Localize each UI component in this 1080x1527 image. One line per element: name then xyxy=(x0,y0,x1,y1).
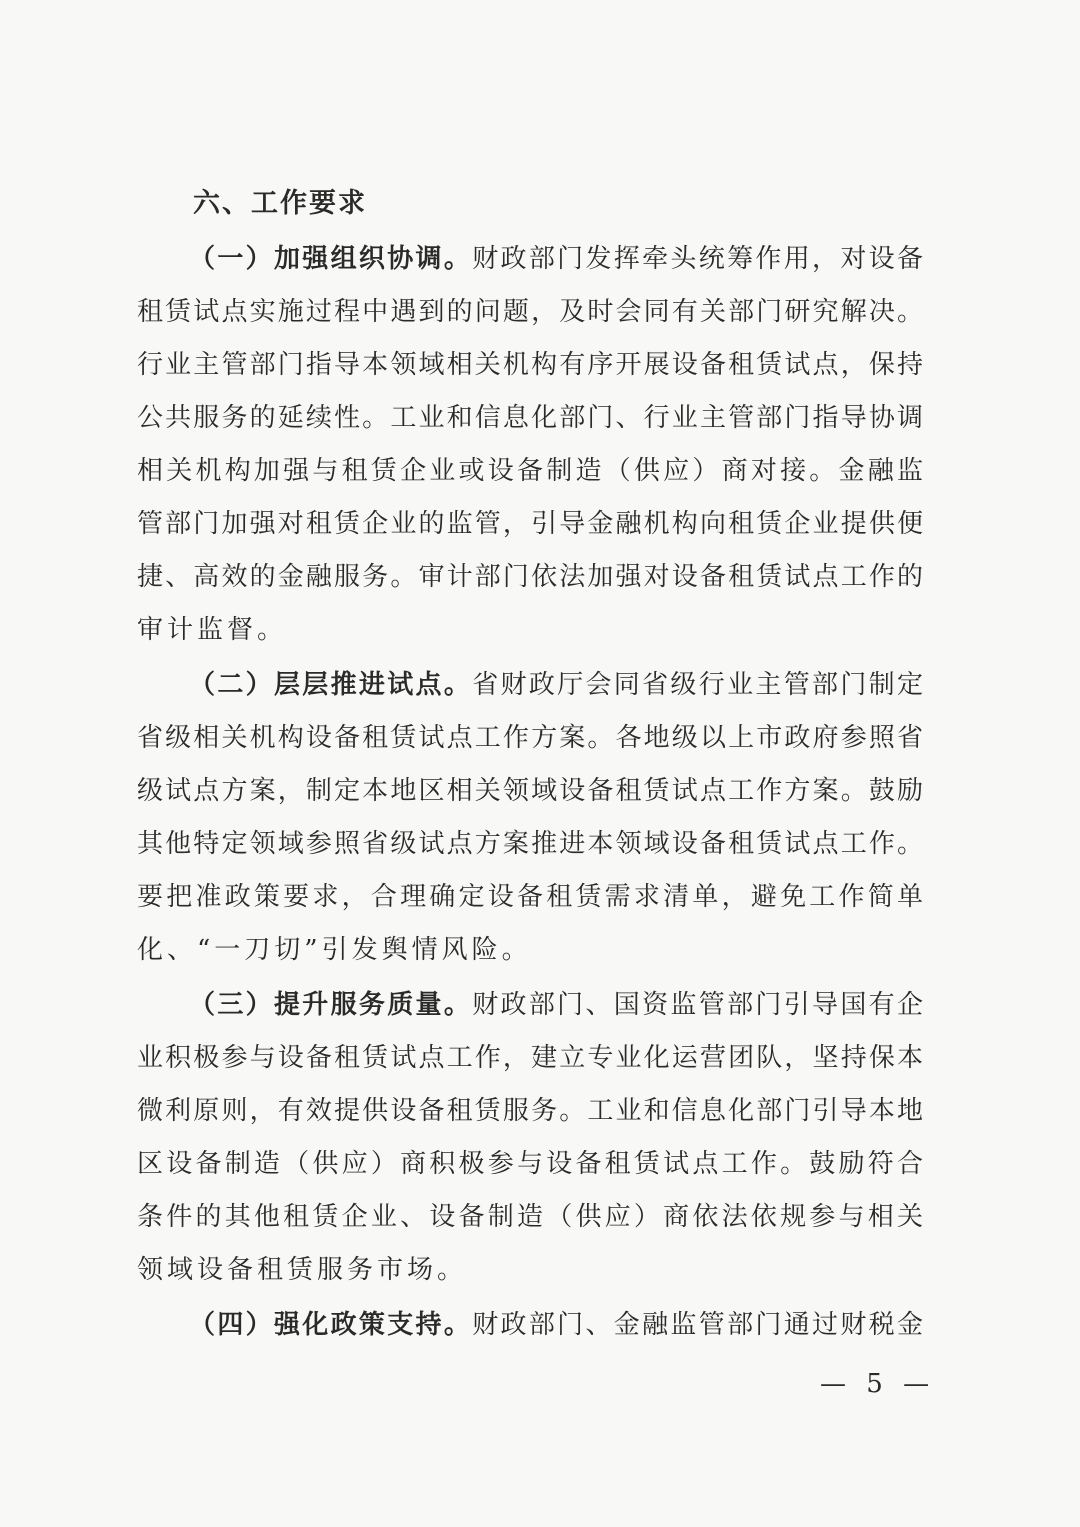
paragraph-4-text: 财政部门、金融监管部门通过财税金 xyxy=(472,1310,923,1340)
paragraph-1-line-8: 审计监督。 xyxy=(137,615,288,645)
paragraph-1-line-1 xyxy=(189,237,923,281)
paragraph-2-text: 省财政厅会同省级行业主管部门制定 xyxy=(472,670,923,700)
paragraph-3-line-5: 条件的其他租赁企业、设备制造（供应）商依法依规参与相关 xyxy=(137,1202,923,1232)
paragraph-1-line-5: 相关机构加强与租赁企业或设备制造（供应）商对接。金融监 xyxy=(137,456,923,486)
paragraph-1-text: 财政部门发挥牵头统筹作用，对设备 xyxy=(472,244,923,274)
paragraph-3-label: （三） xyxy=(189,990,274,1020)
section-heading: 六、工作要求 xyxy=(193,188,367,219)
paragraph-1-line-6: 管部门加强对租赁企业的监管，引导金融机构向租赁企业提供便 xyxy=(137,509,923,539)
paragraph-4-title: 强化政策支持。 xyxy=(273,1310,473,1340)
paragraph-2-line-1 xyxy=(189,663,923,707)
paragraph-2-title: 层层推进试点。 xyxy=(273,670,473,700)
paragraph-4-label: （四） xyxy=(189,1310,274,1340)
paragraph-2-label: （二） xyxy=(189,670,274,700)
paragraph-2-line-6: 化、“一刀切”引发舆情风险。 xyxy=(137,935,532,965)
paragraph-3-line-3: 微利原则，有效提供设备租赁服务。工业和信息化部门引导本地 xyxy=(137,1096,923,1126)
paragraph-2-line-4: 其他特定领域参照省级试点方案推进本领域设备租赁试点工作。 xyxy=(137,829,923,859)
paragraph-1-line-3: 行业主管部门指导本领域相关机构有序开展设备租赁试点，保持 xyxy=(137,350,923,380)
paragraph-1-title: 加强组织协调。 xyxy=(273,244,473,274)
paragraph-2-line-3: 级试点方案，制定本地区相关领域设备租赁试点工作方案。鼓励 xyxy=(137,776,923,806)
paragraph-3-title: 提升服务质量。 xyxy=(273,990,473,1020)
paragraph-1-line-2: 租赁试点实施过程中遇到的问题，及时会同有关部门研究解决。 xyxy=(137,297,923,327)
paragraph-1-line-4: 公共服务的延续性。工业和信息化部门、行业主管部门指导协调 xyxy=(137,403,923,433)
paragraph-3-line-4: 区设备制造（供应）商积极参与设备租赁试点工作。鼓励符合 xyxy=(137,1149,923,1179)
page-number: — 5 — xyxy=(820,1369,936,1399)
paragraph-3-line-6: 领域设备租赁服务市场。 xyxy=(137,1255,468,1285)
paragraph-4-line-1 xyxy=(189,1303,923,1347)
paragraph-3-text: 财政部门、国资监管部门引导国有企 xyxy=(472,990,923,1020)
paragraph-1-label: （一） xyxy=(189,244,274,274)
paragraph-3-line-2: 业积极参与设备租赁试点工作，建立专业化运营团队，坚持保本 xyxy=(137,1043,923,1073)
paragraph-2-line-5: 要把准政策要求，合理确定设备租赁需求清单，避免工作简单 xyxy=(137,882,923,912)
paragraph-1-line-7: 捷、高效的金融服务。审计部门依法加强对设备租赁试点工作的 xyxy=(137,562,923,592)
paragraph-2-line-2: 省级相关机构设备租赁试点工作方案。各地级以上市政府参照省 xyxy=(137,723,923,753)
paragraph-3-line-1 xyxy=(189,983,923,1027)
